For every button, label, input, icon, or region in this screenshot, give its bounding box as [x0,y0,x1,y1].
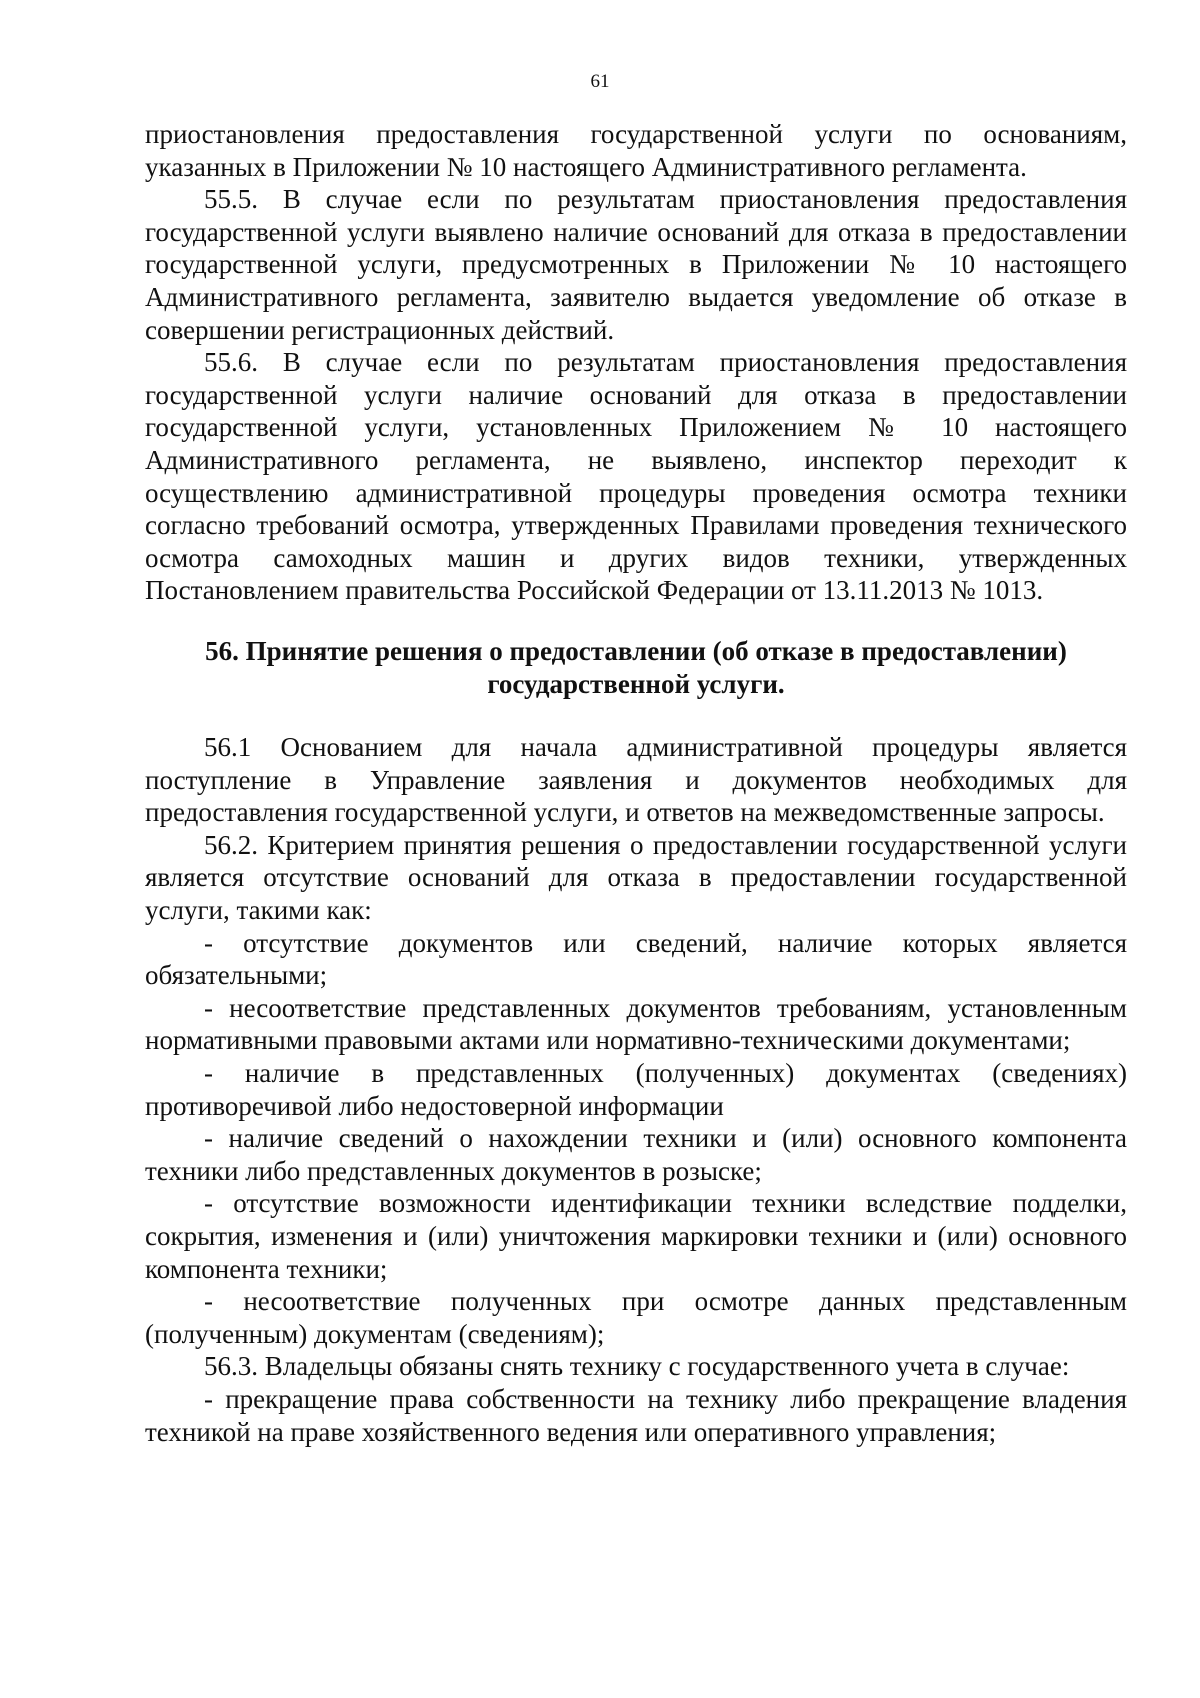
document-body [145,118,1127,1448]
list-item: - отсутствие документов или сведений, наличие которых является обязательными; [145,927,1127,991]
list-item: - наличие в представленных (полученных) документах (сведениях) противоречивой либо недостоверной информации [145,1058,1127,1121]
section-heading-line: государственной услуги. [487,668,785,699]
page-number: 61 [590,71,610,92]
list-item: - наличие сведений о нахождении техники и (или) основного компонента техники либо представленных документов в розыске; [145,1123,1127,1186]
paragraph: 55.5. В случае если по результатам приостановления предоставления государственной услуги выявлено наличие оснований для отказа в предоставлении государственной услуги, предусмотренных в Приложении № 10 настоящего Административного регламента, заявителю выдается уведомление об отказе в совершении регистрационных действий. [145,184,1127,345]
paragraph: 56.1 Основанием для начала административной процедуры является поступление в Управление заявления и документов необходимых для предоставления государственной услуги, и ответов на межведомственные запросы. [145,732,1127,828]
list-item: - прекращение права собственности на технику либо прекращение владения техникой на праве хозяйственного ведения или оперативного управления; [145,1383,1127,1447]
list-item: - несоответствие представленных документов требованиям, установленным нормативными правовыми актами или нормативно-техническими документами; [145,992,1127,1056]
paragraph: приостановления предоставления государственной услуги по основаниям, указанных в Приложении № 10 настоящего Административного регламента. [145,119,1127,182]
section-heading [145,635,1127,700]
paragraph: 56.2. Критерием принятия решения о предоставлении государственной услуги является отсутствие оснований для отказа в предоставлении государственной услуги, такими как: [145,829,1127,926]
paragraph: 56.3. Владельцы обязаны снять технику с государственного учета в случае: [204,1351,1070,1382]
section-heading-line: 56. Принятие решения о предоставлении (об отказе в предоставлении) [205,635,1067,666]
list-item: - отсутствие возможности идентификации техники вследствие подделки, сокрытия, изменения и (или) уничтожения маркировки техники и (или) основного компонента техники; [145,1188,1127,1284]
list-item: - несоответствие полученных при осмотре данных представленным (полученным) документам (сведениям); [145,1286,1127,1349]
paragraph: 55.6. В случае если по результатам приостановления предоставления государственной услуги наличие оснований для отказа в предоставлении государственной услуги, установленных Приложением № 10 настоящего Административного регламента, не выявлено, инспектор переходит к осуществлению административной процедуры проведения осмотра техники согласно требований осмотра, утвержденных Правилами проведения технического осмотра самоходных машин и других видов техники, утвержденных Постановлением правительства Российской Федерации от 13.11.2013 № 1013. [145,347,1127,606]
